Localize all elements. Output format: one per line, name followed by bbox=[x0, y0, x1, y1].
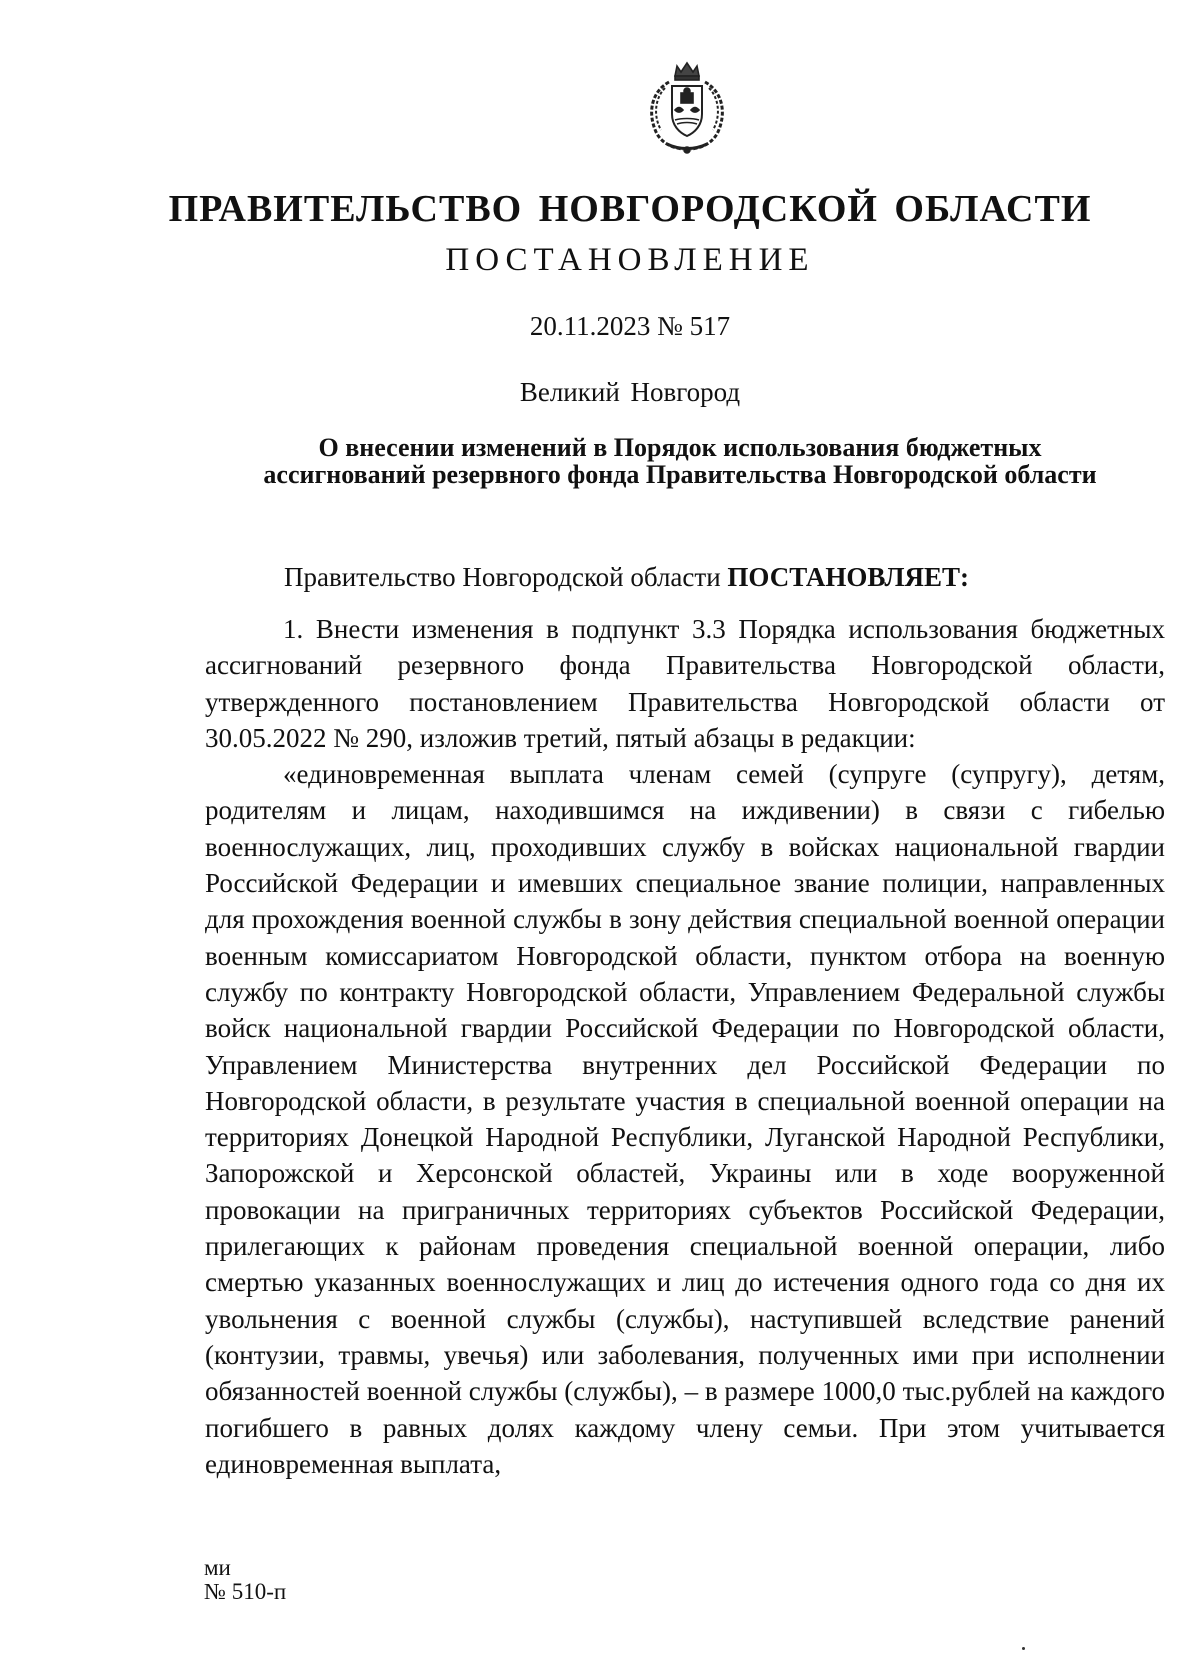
preamble-text: Правительство Новгородской области bbox=[284, 562, 728, 592]
subject-line-1: О внесении изменений в Порядок использования бюджетных bbox=[318, 433, 1042, 462]
subject-line-2: ассигнований резервного фонда Правительства Новгородской области bbox=[263, 460, 1097, 489]
footer-initials: ми bbox=[204, 1555, 231, 1580]
preamble bbox=[284, 562, 969, 593]
preamble-verb: ПОСТАНОВЛЯЕТ: bbox=[727, 562, 969, 592]
document-type: ПОСТАНОВЛЕНИЕ bbox=[445, 242, 815, 278]
footer-number: № 510-п bbox=[204, 1579, 287, 1604]
scan-dot bbox=[1022, 1647, 1025, 1650]
paragraph-1: 1. Внести изменения в подпункт 3.3 Порядка использования бюджетных ассигнований резервного фонда Правительства Новгородской области, утвержденного постановлением Правительства Новгородской области от 30.05.2022 № 290, изложив третий, пятый абзацы в редакции: bbox=[205, 614, 1165, 753]
coat-of-arms-icon bbox=[637, 58, 737, 156]
paragraph-2: «единовременная выплата членам семей (супруге (супругу), детям, родителям и лицам, находившимся на иждивении) в связи с гибелью военнослужащих, лиц, проходивших службу в войсках национальной гвардии Российской Федерации и имевших специальное звание полиции, направленных для прохождения военной службы в зону действия специальной военной операции военным комиссариатом Новгородской области, пунктом отбора на военную службу по контракту Новгородской области, Управлением Федеральной службы войск национальной гвардии Российской Федерации по Новгородской области, Управлением Министерства внутренних дел Российской Федерации по Новгородской области, в результате участия в специальной военной операции на территориях Донецкой Народной Республики, Луганской Народной Республики, Запорожской и Херсонской областей, Украины или в ходе вооруженной провокации на приграничных территориях субъектов Российской Федерации, прилегающих к районам проведения специальной военной операции, либо смертью указанных военнослужащих и лиц до истечения одного года со дня их увольнения с военной службы (службы), наступившей вследствие ранений (контузии, травмы, увечья) или заболевания, полученных ими при исполнении обязанностей военной службы (службы), – в размере 1000,0 тыс.рублей на каждого погибшего в равных долях каждому члену семьи. При этом учитывается единовременная выплата, bbox=[205, 759, 1165, 1479]
document-body bbox=[205, 611, 1165, 1482]
date-and-number: 20.11.2023 № 517 bbox=[529, 311, 731, 341]
government-title: ПРАВИТЕЛЬСТВО НОВГОРОДСКОЙ ОБЛАСТИ bbox=[168, 188, 1092, 230]
footer-code bbox=[204, 1556, 286, 1604]
place-of-issue: Великий Новгород bbox=[519, 377, 741, 407]
document-subject bbox=[200, 434, 1160, 488]
